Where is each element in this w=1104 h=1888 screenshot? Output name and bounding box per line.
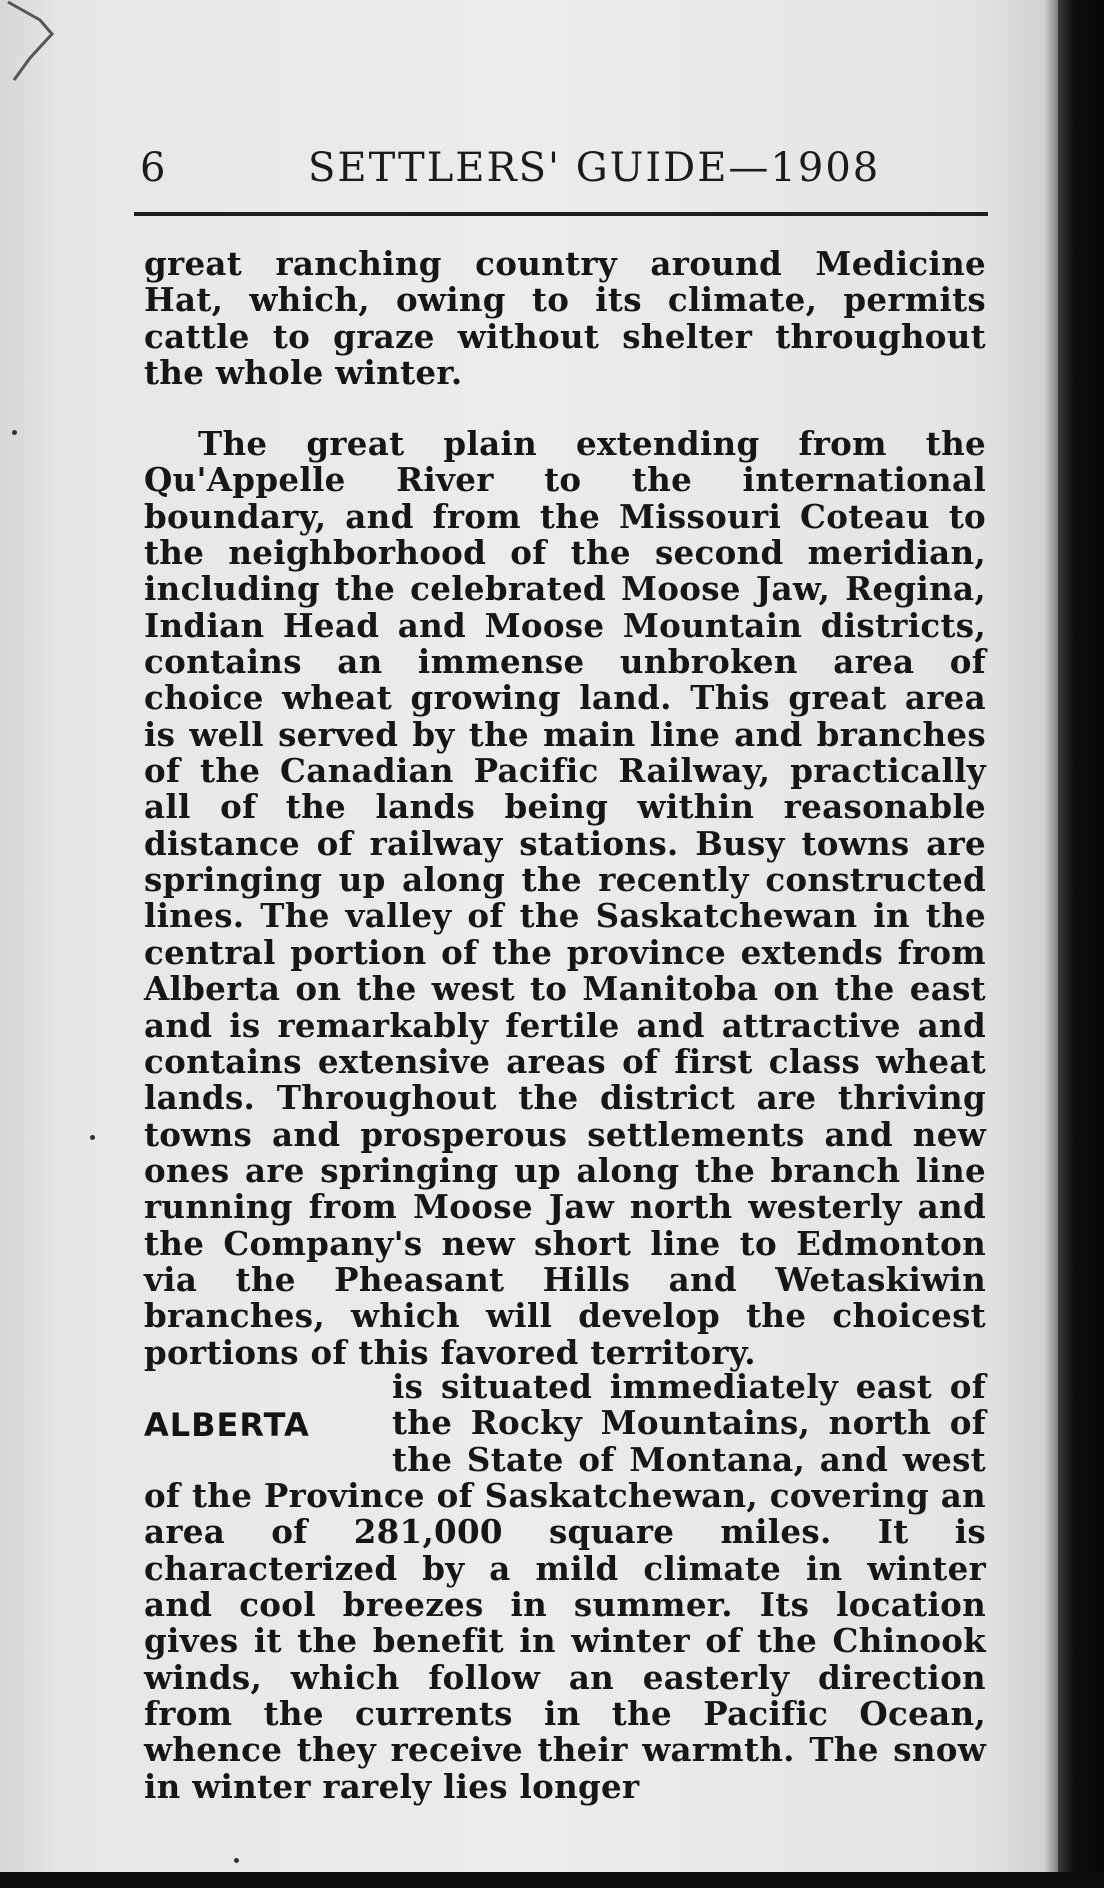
alberta-intro-lines	[392, 1369, 986, 1478]
paragraph-alberta: of the Province of Saskatchewan, covering an area of 281,000 square miles. It is characterized by a mild climate in winter and cool breezes in summer. Its location gives it the benefit in winter of the Chinook winds, which follow an easterly direction from the currents in the Pacific Ocean, whence they receive their warmth. The snow in winter rarely lies longer	[144, 1476, 986, 1806]
book-spine	[1058, 0, 1104, 1888]
paragraph-great-plain: The great plain extending from the Qu'Appelle River to the international boundary, and from the Missouri Coteau to the neighborhood of the second meridian, including the celebrated Moose Jaw, Regina, Indian Head and Moose Mountain districts, contains an immense unbroken area of choice wheat growing land. This great area is well served by the main line and branches of the Canadian Pacific Railway, practically all of the lands being within reasonable distance of railway stations. Busy towns are springing up along the recently constructed lines. The valley of the Saskatchewan in the central portion of the province extends from Alberta on the west to Manitoba on the east and is remarkably fertile and attractive and contains extensive areas of first class wheat lands. Throughout the district are thriving towns and prosperous settlements and new ones are springing up along the branch line running from Moose Jaw north westerly and the Company's new short line to Edmonton via the Pheasant Hills and Wetaskiwin branches, which will develop the choicest portions of this favored territory.	[144, 424, 986, 1372]
paper-speck	[90, 1135, 95, 1140]
paragraph-ranching: great ranching country around Medicine Hat, which, owing to its climate, permits cattle to graze without shelter throughout the whole winter.	[144, 244, 986, 393]
paper-speck	[234, 1858, 239, 1863]
header-rule	[134, 212, 988, 216]
alberta-section-heading-block	[144, 1369, 986, 1481]
page-corner-mark	[0, 0, 70, 90]
alberta-heading: ALBERTA	[144, 1406, 310, 1444]
paper-speck	[12, 430, 17, 435]
alberta-intro-line: the State of Montana, and west	[392, 1439, 986, 1479]
page-bottom-edge	[0, 1872, 1104, 1888]
page-number: 6	[140, 145, 167, 191]
alberta-intro-line: is situated immediately east of	[392, 1367, 986, 1406]
alberta-intro-line: the Rocky Mountains, north of	[392, 1403, 986, 1443]
running-title: SETTLERS' GUIDE—1908	[308, 145, 881, 191]
running-head	[140, 140, 990, 196]
